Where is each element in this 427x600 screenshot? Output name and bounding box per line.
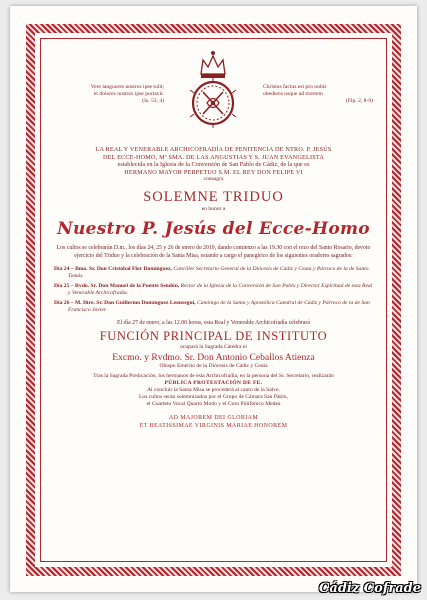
closing-notes <box>44 373 383 408</box>
quote-right-reference: (Flp. 2, 8-9) <box>345 98 373 104</box>
preacher-day-24 <box>54 266 373 280</box>
schedule-paragraph: Los cultos se celebrarán D.m., los días 24, 25 y 26 de enero de 2019, dando comienzo a las 19.30 con el rezo del Santo Rosario, devoto ejercicio del Triduo y la celebración de la Santa Misa, estando a cargo el panegírico de los siguientes oradores sagrados: <box>56 245 371 259</box>
closing-line: el Cuarteto Vocal Quarto Modo y el Coro Polifónico Medea <box>146 400 281 407</box>
preacher-detail: Canónigo de la Santa y Apostólica Catedral de Cádiz y Párroco de la de San Francisco Javier. <box>68 299 370 313</box>
function-title: FUNCIÓN PRINCIPAL DE INSTITUTO <box>99 328 328 343</box>
quote-left-line: et dolores nostros ipse portavit. <box>93 91 164 97</box>
closing-line: Tras la Sagrada Predicación, los hermanos de esta Archicofradía, en la persona del Sr. Secretario, realizarán <box>93 372 334 379</box>
quote-right-line: Christus factus est pro nobis <box>263 84 327 90</box>
preacher-name: Día 25 – Rvdo. Sr. Don Manuel de la Puente Sendón, <box>54 282 180 289</box>
poster-sheet <box>10 6 417 592</box>
motto-line: ET BEATISSIMAE VIRGINIS MARIAE HONOREM <box>139 422 288 429</box>
preacher-day-25 <box>54 283 373 297</box>
preacher-name: Día 26 – M. Iltre. Sr. Don Guillermo Domínguez Leonsegui, <box>54 299 196 306</box>
closing-line: Al concluir la Santa Misa se procederá al canto de la Salve. <box>147 386 280 393</box>
intro-line: LA REAL Y VENERABLE ARCHICOFRADÍA DE PENITENCIA DE NTRO. P. JESÚS <box>95 146 332 153</box>
dedicatee-title: Nuestro P. Jesús del Ecce-Homo <box>57 219 370 240</box>
quote-left <box>54 84 164 105</box>
function-subtitle: ocupará la Sagrada Cátedra el <box>180 343 247 350</box>
crown-thorns-emblem-icon <box>181 48 245 134</box>
poster-content <box>44 44 383 560</box>
quote-right-line: obediens usque ad mortem <box>263 91 323 97</box>
bishop-title: Obispo Emérito de la Diócesis de Cádiz y Ceuta <box>159 362 268 369</box>
preacher-detail: Canciller Secretario General de la Diócesis de Cádiz y Ceuta y Párroco de la de Santo Tomás. <box>68 265 369 279</box>
preachers-list <box>54 266 373 314</box>
intro-consagra: consagra <box>203 176 224 183</box>
closing-line: Los cultos serán solemnizados por el Grupo de Cámara San Pablo, <box>139 393 288 400</box>
quote-left-line: Vere languores nostros ipse tulit; <box>90 84 164 90</box>
header-row <box>44 44 383 136</box>
triduo-title: SOLEMNE TRIDUO <box>143 189 284 206</box>
honor-label: en honor a <box>201 206 226 213</box>
intro-line: establecida en la Iglesia de la Conversión de San Pablo de Cádiz, de la que es <box>117 161 310 169</box>
brotherhood-intro <box>44 146 383 183</box>
quote-right <box>263 84 373 105</box>
function-intro: El día 27 de enero, a las 12.00 horas, esta Real y Venerable Archicofradía celebrará <box>117 319 310 326</box>
intro-line: DEL ECCE-HOMO, Mª SMA. DE LAS ANGUSTIAS Y S. JUAN EVANGELISTA <box>102 153 325 161</box>
quote-left-reference: (Is. 53, 4) <box>142 98 164 104</box>
motto-line: AD MAJOREM DEI GLORIAM <box>168 414 259 421</box>
bishop-name: Excmo. y Rvdmo. Sr. Don Antonio Ceballos Atienza <box>112 351 315 363</box>
preacher-detail: Rector de la Iglesia de la Conversión de San Pablo y Director Espiritual de esta Real y Venerable Archicofradía. <box>68 282 373 296</box>
preacher-name: Día 24 – Ilmo. Sr. Don Cristóbal Flor Domínguez, <box>54 265 172 272</box>
latin-motto <box>44 414 383 430</box>
preacher-day-26 <box>54 300 373 314</box>
protestation-of-faith: PÚBLICA PROTESTACIÓN DE FE. <box>164 379 263 386</box>
site-watermark: Cádiz Cofrade <box>319 581 421 596</box>
intro-line: HERMANO MAYOR PERPETUO S.M. EL REY DON FELIPE VI <box>124 168 303 176</box>
